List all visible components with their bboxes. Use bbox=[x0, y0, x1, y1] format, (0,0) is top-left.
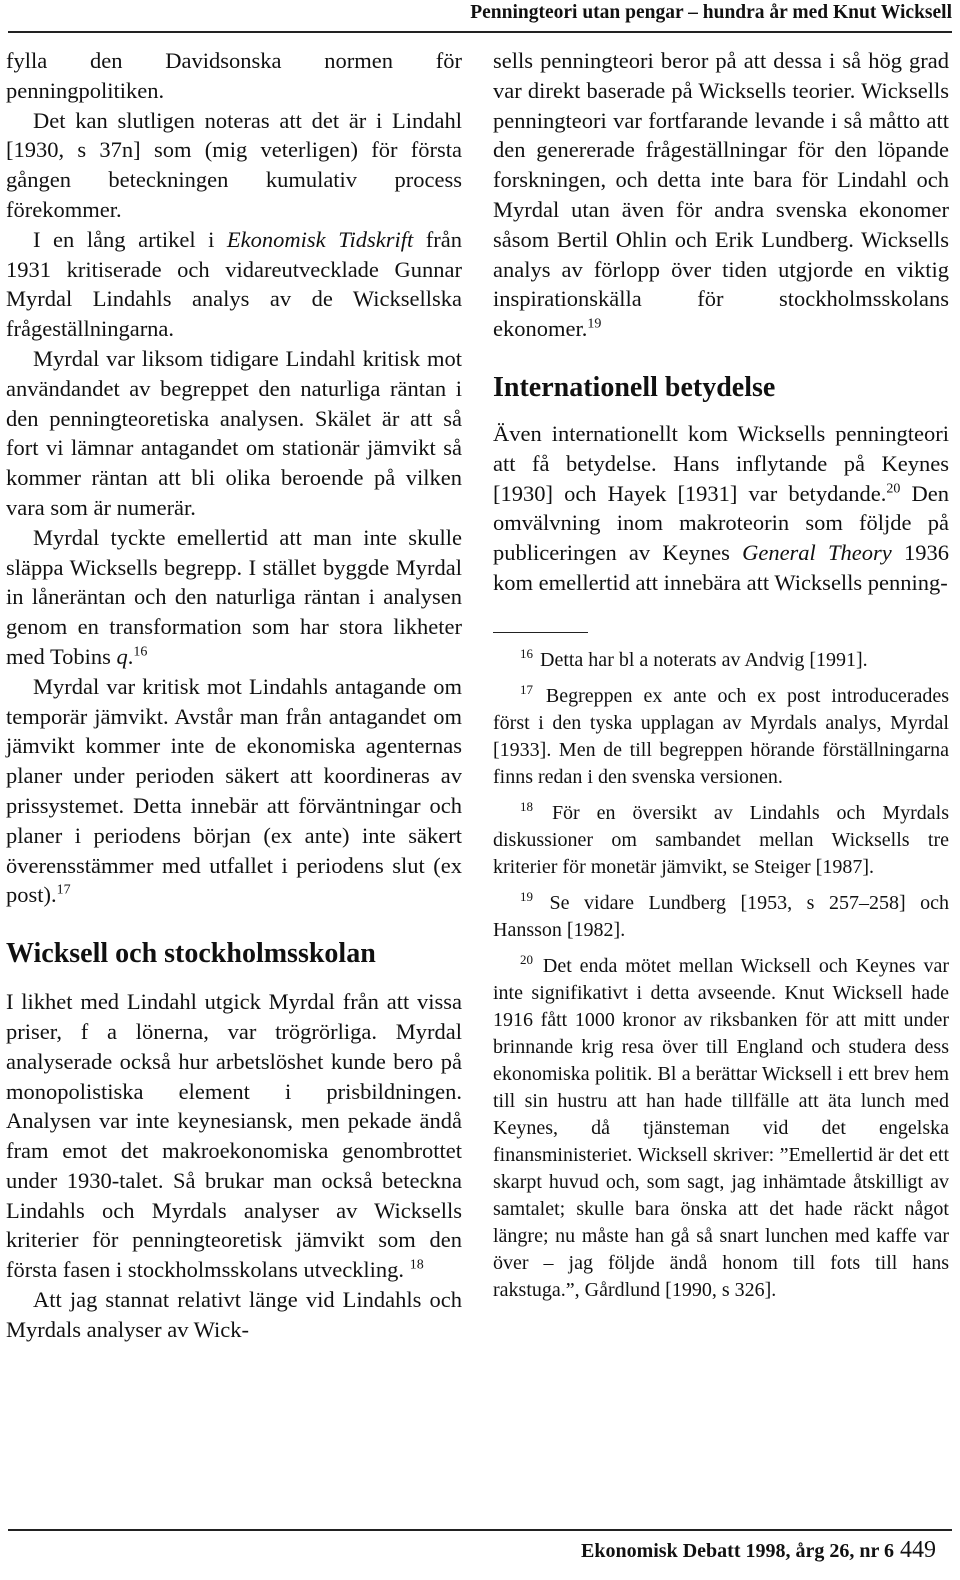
paragraph: Myrdal tyckte emellertid att man inte skulle släppa Wicksells begrepp. I stället byggde Myrdal in låneräntan och den naturliga räntan i analysen genom en transformation som har stora likheter med Tobins q.$^{16}$ bbox=[6, 524, 462, 669]
footnote: $^{19}$ Se vidare Lundberg [1953, s 257–258] och Hansson [1982]. bbox=[493, 889, 950, 941]
right-column bbox=[493, 46, 949, 1313]
section-heading: Internationell betydelse bbox=[493, 371, 776, 403]
footnote-rule bbox=[493, 632, 588, 633]
left-column bbox=[6, 46, 462, 1345]
section-heading: Wicksell och stockholmsskolan bbox=[6, 938, 376, 970]
journal-title: Ekonomisk Tidskrift bbox=[226, 226, 414, 252]
footer-rule bbox=[8, 1529, 952, 1531]
footnote-ref: 20 bbox=[886, 481, 901, 497]
paragraph: sells penningteori beror på att dessa i så hög grad var direkt baserade på Wicksells teorier. Wicksells penningteori var fortfarande levande i så måtto att den genererade frågeställningar för den löpande forskningen, och detta inte bara för Lindahl och Myrdal utan även för andra svenska ekonomer såsom Bertil Ohlin och Erik Lundberg. Wicksells analys av förlopp över tiden utgjorde en viktig inspirationskälla för stockholmsskolans ekonomer.$^{19}$ bbox=[493, 48, 949, 342]
paragraph: I en lång artikel i Ekonomisk Tidskrift från 1931 kritiserade och vidareutvecklade Gunnar Myrdal Lindahls analys av de Wicksellska frågeställningarna. bbox=[6, 226, 462, 342]
footnote: $^{16}$ Detta har bl a noterats av Andvig [1991]. bbox=[520, 646, 868, 671]
header-rule bbox=[8, 31, 952, 33]
footnote: $^{17}$ Begreppen ex ante och ex post introducerades först i den tyska upplagan av Myrdals analys, Myrdal [1933]. Men de till begreppen hörande förställningarna finns redan i den svenska versionen. bbox=[493, 682, 950, 788]
footnote: $^{18}$ För en översikt av Lindahls och Myrdals diskussioner om sambandet mellan Wicksells tre kriterier för monetär jämvikt, se Steiger [1987]. bbox=[493, 799, 950, 878]
footnote-ref: 19 bbox=[587, 316, 602, 332]
paragraph: Myrdal var liksom tidigare Lindahl kritisk mot användandet av begreppet den naturliga räntan i den penningteoretiska analysen. Skälet är att så fort vi lämnar antagandet om stationär jämvikt så kommer räntan att bli olika beroende på vilken vara som är numerär. bbox=[6, 345, 462, 520]
paragraph: Även internationellt kom Wicksells penningteori att få betydelse. Hans inflytande på Keynes [1930] och Hayek [1931] var betydande.$^{20}$ Den omvälvning inom makroteorin som följde på publiceringen av Keynes General Theory 1936 kom emellertid att innebära att Wicksells penning- bbox=[493, 420, 949, 595]
page-number: 449 bbox=[900, 1537, 936, 1563]
journal-citation: Ekonomisk Debatt 1998, årg 26, nr 6 bbox=[581, 1540, 894, 1562]
paragraph: Myrdal var kritisk mot Lindahls antagande om temporär jämvikt. Avstår man från antagandet om jämvikt kommer inte de ekonomiska agenternas planer under perioden säkert att koordineras av prissystemet. Detta innebär att förväntningar och planer i periodens början (ex ante) inte säkert överensstämmer med utfallet i periodens slut (ex post).$^{17}$ bbox=[6, 673, 462, 908]
footnote-ref: 16 bbox=[133, 644, 148, 660]
running-head: Penningteori utan pengar – hundra år med Knut Wicksell bbox=[470, 2, 952, 23]
paragraph: fylla den Davidsonska normen för penningpolitiken. bbox=[6, 48, 462, 103]
footnote-ref: 17 bbox=[56, 882, 71, 898]
paragraph: I likhet med Lindahl utgick Myrdal från att vissa priser, f a lönerna, var trögrörliga. Myrdal analyserade också hur arbetslöshet kunde bero på monopolistiska element i prisbildningen. Analysen var inte keynesiansk, men pekade ändå fram emot det makroekonomiska genombrottet under 1930-talet. Så brukar man också beteckna Lindahls och Myrdals analyser av Wicksells kriterier för penningteoretisk jämvikt som den första fasen i stockholmsskolans utveckling. $^{18}$ bbox=[6, 989, 462, 1283]
book-title: General Theory bbox=[742, 540, 892, 566]
footnote: $^{20}$ Det enda mötet mellan Wicksell och Keynes var inte signifikativt i detta avseende. Knut Wicksell hade 1916 fått 1000 kronor av riksbanken för att mitt under brinnande krig resa över till England och studera dess ekonomiska politik. Bl a berättar Wicksell i ett brev hem till sin hustru att han hade tillfälle att äta lunch med Keynes, då tjänsteman vid det engelska finansministeriet. Wicksell skriver: ”Emellertid är det ett skarpt huvud och, som sagt, jag inhämtade åtskilligt av samtalet; skulle bara önska att det hade räckt något längre; nu måste han gå så snart lunchen med kaffe var över – jag följde ändå honom till fots till hans rakstuga.”, Gårdlund [1990, s 326]. bbox=[493, 952, 950, 1301]
footnote-ref: 18 bbox=[409, 1257, 424, 1273]
paragraph: Det kan slutligen noteras att det är i Lindahl [1930, s 37n] som (mig veterligen) för första gången beteckningen kumulativ process förekommer. bbox=[6, 107, 462, 222]
page-footer bbox=[581, 1537, 936, 1564]
footnotes bbox=[493, 647, 949, 1304]
paragraph: Att jag stannat relativt länge vid Lindahls och Myrdals analyser av Wick- bbox=[6, 1287, 462, 1342]
